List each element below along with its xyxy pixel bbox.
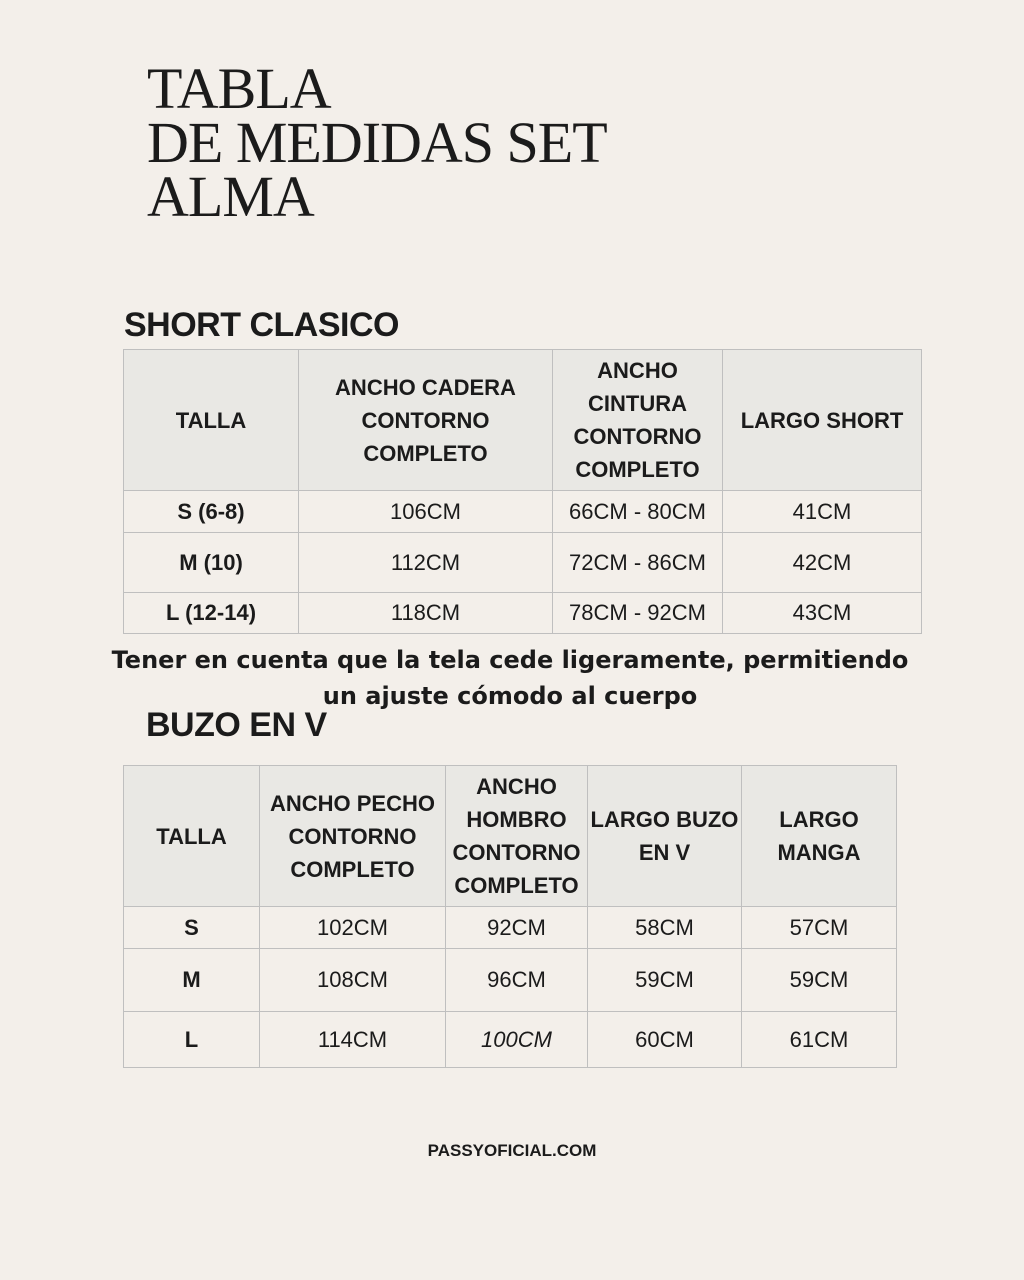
page-title-line: DE MEDIDAS SET [147, 110, 607, 175]
size-cell: S (6-8) [124, 491, 299, 533]
table-row [124, 533, 922, 593]
website-footer: PASSYOFICIAL.COM [427, 1141, 597, 1160]
buzo-size-table [123, 765, 897, 1068]
size-cell: M (10) [124, 533, 299, 593]
page-title-line: TABLA [147, 56, 331, 121]
table-cell: 100CM [446, 1012, 588, 1068]
buzo-section-title: BUZO EN V [146, 706, 327, 744]
table-cell: 112CM [299, 533, 553, 593]
size-cell: L (12-14) [124, 593, 299, 634]
short-size-table [123, 349, 922, 634]
header-cell: LARGO SHORT [723, 350, 922, 491]
table-cell: 72CM - 86CM [553, 533, 723, 593]
table-row [124, 593, 922, 634]
table-cell: 118CM [299, 593, 553, 634]
table-cell: 108CM [260, 949, 446, 1012]
table-cell: 42CM [723, 533, 922, 593]
table-cell: 114CM [260, 1012, 446, 1068]
page-title [147, 56, 607, 229]
table-cell: 102CM [260, 907, 446, 949]
header-cell: ANCHO HOMBRO CONTORNO COMPLETO [446, 766, 588, 907]
size-cell: S [124, 907, 260, 949]
header-cell: TALLA [124, 350, 299, 491]
table-cell: 61CM [742, 1012, 897, 1068]
header-cell: TALLA [124, 766, 260, 907]
header-cell: LARGO MANGA [742, 766, 897, 907]
table-cell: 78CM - 92CM [553, 593, 723, 634]
table-row [124, 949, 897, 1012]
header-cell: ANCHO CADERA CONTORNO COMPLETO [299, 350, 553, 491]
table-cell: 60CM [588, 1012, 742, 1068]
header-cell: ANCHO CINTURA CONTORNO COMPLETO [553, 350, 723, 491]
table-cell: 57CM [742, 907, 897, 949]
fabric-note: Tener en cuenta que la tela cede ligeramente, permitiendo un ajuste cómodo al cuerpo [111, 646, 909, 710]
table-cell: 66CM - 80CM [553, 491, 723, 533]
table-row [124, 1012, 897, 1068]
table-cell: 58CM [588, 907, 742, 949]
header-cell: LARGO BUZO EN V [588, 766, 742, 907]
page-title-line: ALMA [147, 164, 314, 229]
size-cell: M [124, 949, 260, 1012]
short-section-title: SHORT CLASICO [124, 306, 399, 344]
table-header-row [124, 766, 897, 907]
header-cell: ANCHO PECHO CONTORNO COMPLETO [260, 766, 446, 907]
table-row [124, 491, 922, 533]
table-cell: 41CM [723, 491, 922, 533]
table-header-row [124, 350, 922, 491]
size-cell: L [124, 1012, 260, 1068]
table-cell: 96CM [446, 949, 588, 1012]
table-cell: 106CM [299, 491, 553, 533]
table-cell: 92CM [446, 907, 588, 949]
table-cell: 59CM [742, 949, 897, 1012]
table-row [124, 907, 897, 949]
table-cell: 59CM [588, 949, 742, 1012]
table-cell: 43CM [723, 593, 922, 634]
